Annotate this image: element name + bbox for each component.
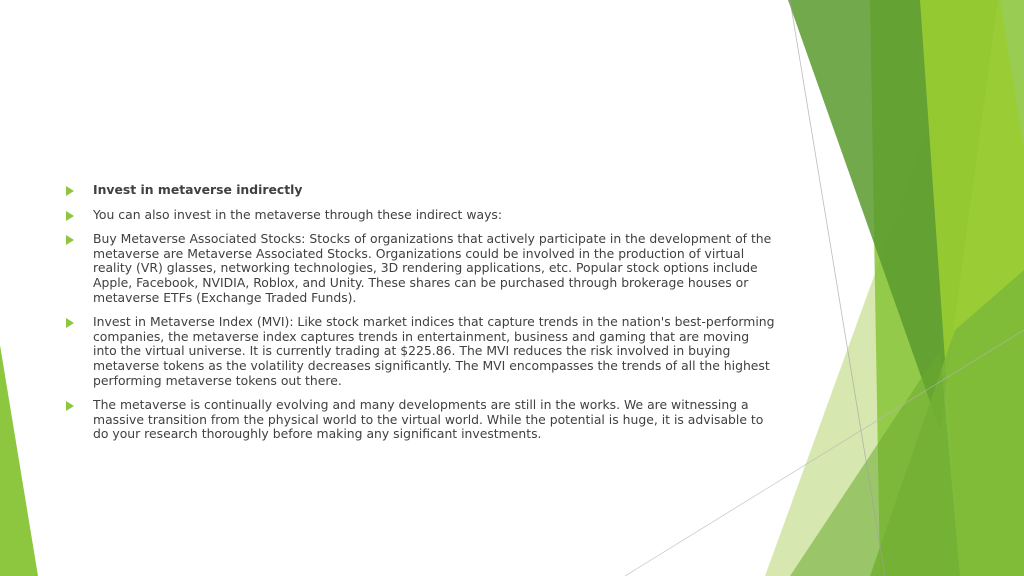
bullet-item-conclusion — [66, 398, 776, 442]
triangle-right-icon — [66, 211, 74, 221]
bullet-text: You can also invest in the metaverse through these indirect ways: — [93, 206, 503, 222]
bullet-text: The metaverse is continually evolving and many developments are still in the works. We are witnessing a massive transition from the physical world to the virtual world. While the potential is huge, it is advisable to do your research thoroughly before making any significant investments. — [93, 397, 764, 442]
triangle-right-icon — [66, 401, 74, 411]
triangle-right-icon — [66, 235, 74, 245]
bullet-text: Buy Metaverse Associated Stocks: Stocks of organizations that actively participate in the development of the metaverse are Metaverse Associated Stocks. Organizations could be involved in the production of virtual reality (VR) glasses, networking technologies, 3D rendering applications, etc. Popular stock options include Apple, Facebook, NVIDIA, Roblox, and Unity. These shares can be purchased through brokerage houses or metaverse ETFs (Exchange Traded Funds). — [93, 231, 772, 305]
bullet-item-stocks — [66, 232, 776, 305]
triangle-right-icon — [66, 186, 74, 196]
bullet-list — [66, 183, 776, 452]
bullet-item-heading — [66, 183, 776, 198]
bullet-text: Invest in metaverse indirectly — [93, 182, 303, 197]
triangle-right-icon — [66, 318, 74, 328]
bullet-text: Invest in Metaverse Index (MVI): Like stock market indices that capture trends in the nation's best-performing companies, the metaverse index captures trends in entertainment, business and gaming that are moving into the virtual universe. It is currently trading at $225.86. The MVI reduces the risk involved in buying metaverse tokens as the volatility decreases significantly. The MVI encompasses the trends of all the highest performing metaverse tokens out there. — [93, 314, 775, 388]
bullet-item-index — [66, 315, 776, 388]
left-edge-facet — [0, 345, 38, 576]
bullet-item-intro — [66, 208, 776, 223]
